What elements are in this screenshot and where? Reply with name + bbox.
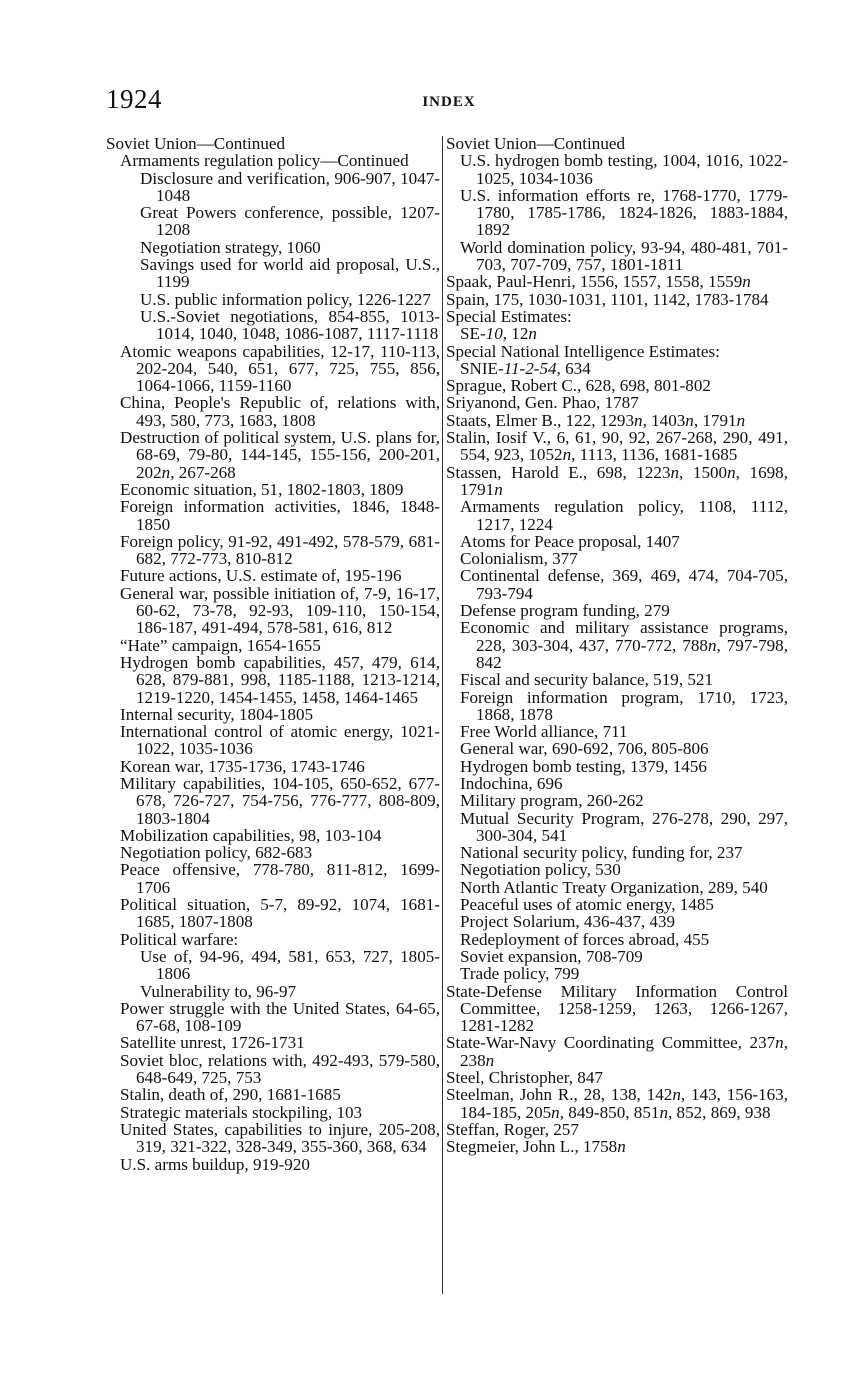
index-entry: Steffan, Roger, 257: [446, 1119, 579, 1139]
index-subentry: “Hate” campaign, 1654-1655: [120, 635, 321, 655]
index-entry: Special National Intelligence Estimates:: [446, 341, 720, 361]
column-divider: [442, 136, 443, 1294]
index-subentry: Project Solarium, 436-437, 439: [460, 912, 676, 932]
index-subentry: China, People's Republic of, relations with, 493, 580, 773, 1683, 1808: [120, 393, 440, 430]
index-entry: Special Estimates:: [446, 306, 572, 326]
index-subsubentry: Vulnerability to, 96-97: [140, 981, 297, 1001]
index-subentry: SE-10, 12n: [460, 324, 537, 344]
index-subentry: Armaments regulation policy—Continued: [120, 151, 409, 171]
index-subentry: Peaceful uses of atomic energy, 1485: [460, 895, 714, 915]
index-entry: State-Defense Military Information Control Committee, 1258-1259, 1263, 1266-1267, 1281-1282: [446, 981, 788, 1036]
index-subsubentry: Negotiation strategy, 1060: [140, 237, 321, 257]
index-subentry: Peace offensive, 778-780, 811-812, 1699-1706: [120, 860, 440, 897]
index-subentry: General war, possible initiation of, 7-9, 16-17, 60-62, 73-78, 92-93, 109-110, 150-154, 186-187, 491-494, 578-581, 616, 812: [120, 583, 440, 638]
index-subentry: SNIE-11-2-54, 634: [460, 358, 591, 378]
index-entry: Staats, Elmer B., 122, 1293n, 1403n, 1791n: [446, 410, 746, 430]
index-subentry: Free World alliance, 711: [460, 722, 628, 742]
index-subentry: Strategic materials stockpiling, 103: [120, 1102, 363, 1122]
index-entry: Spaak, Paul-Henri, 1556, 1557, 1558, 1559n: [446, 272, 751, 292]
index-subentry: U.S. information efforts re, 1768-1770, 1779-1780, 1785-1786, 1824-1826, 1883-1884, 1892: [460, 185, 788, 240]
index-subentry: Continental defense, 369, 469, 474, 704-705, 793-794: [460, 566, 788, 603]
index-subsubentry: U.S. public information policy, 1226-1227: [140, 289, 431, 309]
index-subentry: Colonialism, 377: [460, 549, 578, 569]
index-subentry: International control of atomic energy, 1021-1022, 1035-1036: [120, 722, 440, 759]
index-subentry: Destruction of political system, U.S. plans for, 68-69, 79-80, 144-145, 155-156, 200-201, 202n, 267-268: [120, 428, 440, 482]
index-subentry: Soviet expansion, 708-709: [460, 946, 643, 966]
index-subentry: Mobilization capabilities, 98, 103-104: [120, 825, 382, 845]
index-subsubentry: Disclosure and verification, 906-907, 1047-1048: [140, 168, 440, 205]
index-subentry: Stalin, death of, 290, 1681-1685: [120, 1085, 341, 1105]
index-subentry: Armaments regulation policy, 1108, 1112, 1217, 1224: [460, 497, 788, 534]
index-subentry: Future actions, U.S. estimate of, 195-196: [120, 566, 402, 586]
index-entry: Steelman, John R., 28, 138, 142n, 143, 156-163, 184-185, 205n, 849-850, 851n, 852, 869, 938: [446, 1085, 788, 1122]
index-subentry: Internal security, 1804-1805: [120, 704, 314, 724]
index-subentry: Political situation, 5-7, 89-92, 1074, 1681-1685, 1807-1808: [120, 895, 440, 932]
index-subentry: Defense program funding, 279: [460, 601, 670, 621]
index-column-left: [106, 135, 440, 1173]
index-subentry: Atomic weapons capabilities, 12-17, 110-113, 202-204, 540, 651, 677, 725, 755, 856, 1064-1066, 1159-1160: [120, 341, 440, 396]
index-subentry: North Atlantic Treaty Organization, 289, 540: [460, 877, 768, 897]
index-subentry: Military program, 260-262: [460, 791, 644, 811]
index-subentry: Foreign information activities, 1846, 1848-1850: [120, 497, 440, 534]
index-subentry: U.S. hydrogen bomb testing, 1004, 1016, 1022-1025, 1034-1036: [460, 151, 788, 188]
index-entry: State-War-Navy Coordinating Committee, 237n, 238n: [446, 1033, 788, 1070]
index-subentry: Redeployment of forces abroad, 455: [460, 929, 710, 949]
index-subentry: Hydrogen bomb testing, 1379, 1456: [460, 756, 707, 776]
index-subentry: Political warfare:: [120, 929, 239, 949]
index-subsubentry: Savings used for world aid proposal, U.S., 1199: [140, 255, 440, 292]
index-entry: Spain, 175, 1030-1031, 1101, 1142, 1783-1784: [446, 289, 769, 309]
page-number: 1924: [106, 84, 162, 114]
index-subentry: General war, 690-692, 706, 805-806: [460, 739, 709, 759]
index-subentry: Negotiation policy, 530: [460, 860, 621, 880]
index-subentry: Satellite unrest, 1726-1731: [120, 1033, 305, 1053]
index-subentry: Economic and military assistance programs, 228, 303-304, 437, 770-772, 788n, 797-798, 842: [460, 618, 788, 672]
index-subentry: Military capabilities, 104-105, 650-652, 677-678, 726-727, 754-756, 776-777, 808-809, 1803-1804: [120, 773, 440, 828]
index-entry: Sriyanond, Gen. Phao, 1787: [446, 393, 639, 413]
index-subentry: Soviet bloc, relations with, 492-493, 579-580, 648-649, 725, 753: [120, 1050, 440, 1088]
index-subentry: Power struggle with the United States, 64-65, 67-68, 108-109: [120, 998, 440, 1036]
index-entry: Stegmeier, John L., 1758n: [446, 1137, 626, 1157]
index-entry: Stassen, Harold E., 698, 1223n, 1500n, 1698, 1791n: [446, 462, 788, 499]
index-subsubentry: Use of, 94-96, 494, 581, 653, 727, 1805-1806: [140, 946, 440, 984]
running-head: INDEX: [422, 94, 476, 110]
index-subentry: Indochina, 696: [460, 773, 563, 793]
index-entry: Soviet Union—Continued: [106, 134, 286, 153]
index-entry: Steel, Christopher, 847: [446, 1068, 603, 1088]
index-subentry: Economic situation, 51, 1802-1803, 1809: [120, 479, 404, 499]
index-entry: Sprague, Robert C., 628, 698, 801-802: [446, 376, 711, 396]
index-subentry: Atoms for Peace proposal, 1407: [460, 531, 680, 551]
index-entry: Soviet Union—Continued: [446, 134, 626, 153]
index-subentry: Korean war, 1735-1736, 1743-1746: [120, 756, 365, 776]
index-subentry: Fiscal and security balance, 519, 521: [460, 670, 714, 690]
index-entry: Stalin, Iosif V., 6, 61, 90, 92, 267-268, 290, 491, 554, 923, 1052n, 1113, 1136, 1681-1685: [446, 428, 788, 465]
index-subentry: Trade policy, 799: [460, 964, 580, 984]
index-subsubentry: Great Powers conference, possible, 1207-1208: [140, 203, 440, 240]
index-subentry: Hydrogen bomb capabilities, 457, 479, 614, 628, 879-881, 998, 1185-1188, 1213-1214, 1219-1220, 1454-1455, 1458, 1464-1465: [120, 652, 440, 707]
index-subentry: U.S. arms buildup, 919-920: [120, 1154, 310, 1174]
index-subentry: United States, capabilities to injure, 205-208, 319, 321-322, 328-349, 355-360, 368, 634: [120, 1119, 440, 1157]
index-subentry: Mutual Security Program, 276-278, 290, 297, 300-304, 541: [460, 808, 788, 845]
index-subsubentry: U.S.-Soviet negotiations, 854-855, 1013-1014, 1040, 1048, 1086-1087, 1117-1118: [140, 306, 440, 344]
index-subentry: Negotiation policy, 682-683: [120, 843, 313, 863]
index-subentry: World domination policy, 93-94, 480-481, 701-703, 707-709, 757, 1801-1811: [460, 237, 788, 275]
index-column-right: [446, 135, 788, 1156]
index-subentry: National security policy, funding for, 237: [460, 843, 743, 863]
index-subentry: Foreign policy, 91-92, 491-492, 578-579, 681-682, 772-773, 810-812: [120, 531, 440, 569]
index-subentry: Foreign information program, 1710, 1723, 1868, 1878: [460, 687, 788, 724]
